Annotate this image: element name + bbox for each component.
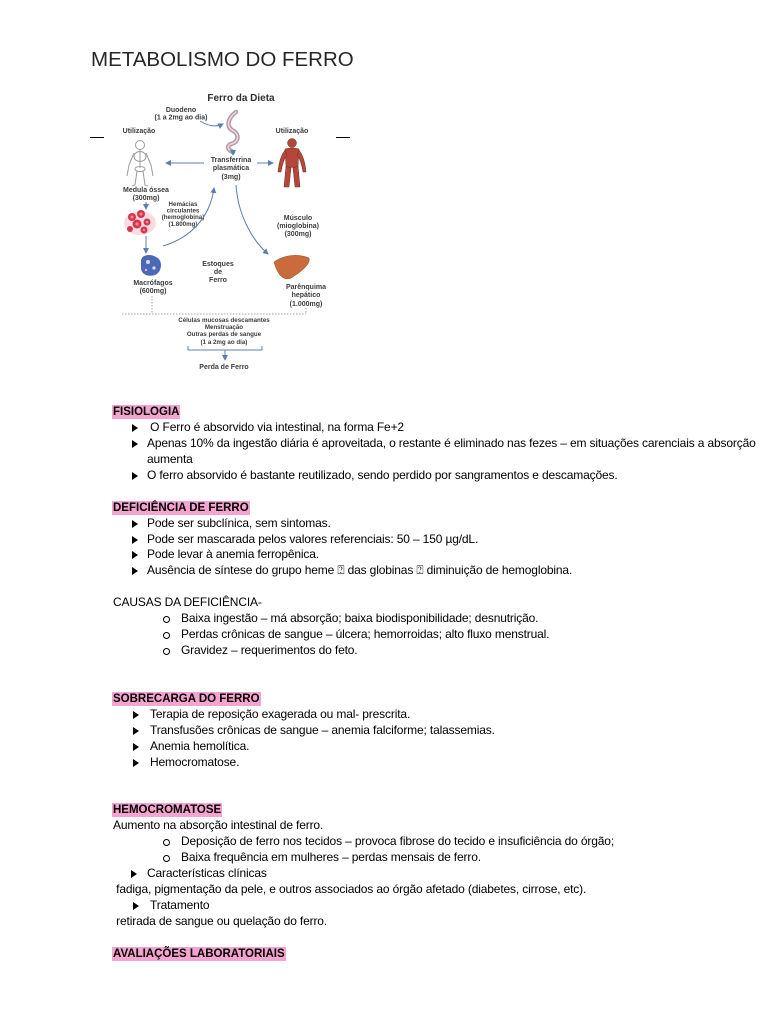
label-musculo-line2: (mioglobina): [277, 223, 319, 230]
list-item: [0, 611, 768, 627]
arrow-bullet-icon: [133, 711, 139, 719]
section-sobrecarga: [0, 691, 768, 707]
loss-bracket: [188, 346, 262, 350]
list-item-text: O Ferro é absorvido via intestinal, na forma Fe+2: [147, 419, 404, 434]
list-item-text: Perdas crônicas de sangue – úlcera; hemorroidas; alto fluxo menstrual.: [181, 627, 550, 642]
label-perda-de-ferro: Perda de Ferro: [199, 364, 249, 371]
section-hemocromatose: [0, 802, 768, 818]
section-heading: SOBRECARGA DO FERRO: [113, 692, 260, 705]
list-item-text: Ausência de síntese do grupo heme ⍰ das globinas ⍰ diminuição de hemoglobina.: [147, 563, 573, 578]
list-item-text: Transfusões crônicas de sangue – anemia falciforme; talassemias.: [150, 722, 495, 737]
label-macrofagos-amount: (600mg): [139, 288, 167, 295]
duodenum-icon: [228, 112, 237, 152]
arrow-transferrina-to-figado: [236, 185, 268, 254]
label-figado-line2: hepático: [291, 292, 321, 299]
label-estoques-line3: Ferro: [209, 277, 227, 284]
list-item: [0, 643, 768, 659]
arrow-bullet-icon: [132, 424, 138, 432]
list-item-text: Tratamento: [150, 898, 210, 913]
loss-connector-lines: [122, 296, 306, 314]
label-transferrina: Transferrina: [210, 157, 252, 164]
label-utilizacao-right: Utilização: [275, 128, 309, 135]
label-duodeno: Duodeno: [165, 107, 197, 114]
arrow-bullet-icon: [132, 536, 138, 544]
liver-icon: [274, 255, 309, 278]
arrow-bullet-icon: [133, 743, 139, 751]
arrow-bullet-icon: [133, 902, 139, 910]
section-heading: AVALIAÇÕES LABORATORIAIS: [113, 947, 285, 960]
list-item-text: Características clínicas: [147, 866, 267, 881]
list-item-text: Terapia de reposição exagerada ou mal- prescrita.: [150, 706, 411, 721]
arrow-bullet-icon: [132, 472, 138, 480]
section-avaliacoes: [0, 946, 768, 962]
section-heading: FISIOLOGIA: [113, 406, 180, 418]
list-item: [0, 468, 768, 484]
list-item-text: Pode levar à anemia ferropênica.: [147, 547, 319, 562]
circle-bullet-icon: [163, 839, 170, 846]
label-transferrina-line2: plasmática: [212, 165, 250, 172]
arrow-bullet-icon: [132, 520, 138, 528]
arrow-bullet-icon: [132, 567, 138, 575]
section-fisiologia: [0, 404, 768, 420]
red-blood-cells-icon: [124, 210, 156, 235]
list-item: [0, 420, 768, 436]
list-item: [0, 627, 768, 643]
list-item-text: O ferro absorvido é bastante reutilizado, sendo perdido por sangramentos e descamações.: [147, 467, 618, 482]
circle-bullet-icon: [163, 648, 170, 655]
label-hemacias-line3: (hemoglobina): [161, 214, 205, 221]
notes-body: [0, 404, 768, 962]
list-item: [0, 436, 768, 468]
arrow-duodeno: [200, 121, 223, 126]
label-estoques-line2: de: [213, 269, 223, 276]
label-perdas-line3: Outras perdas de sangue: [186, 331, 262, 338]
label-medula-amount: (300mg): [132, 195, 160, 202]
label-figado-amount: (1.000mg): [289, 301, 323, 308]
label-duodeno-amount: (1 a 2mg ao dia): [154, 114, 208, 122]
circle-bullet-icon: [163, 855, 170, 862]
paragraph-text: Aumento na absorção intestinal de ferro.: [113, 818, 324, 833]
section-deficiencia: [0, 500, 768, 516]
paragraph-text: retirada de sangue ou quelação do ferro.: [113, 914, 328, 928]
list-item-text: Anemia hemolítica.: [150, 738, 250, 753]
label-musculo-amount: (300mg): [284, 231, 312, 238]
label-utilizacao-left: Utilização: [122, 128, 156, 135]
label-perdas-line1: Células mucosas descamantes: [178, 317, 270, 324]
label-figado: Parênquima: [285, 284, 327, 291]
arrow-bullet-icon: [132, 440, 138, 448]
list-item: [0, 547, 768, 563]
label-perdas-line2: Menstruação: [204, 324, 244, 331]
list-item: [0, 707, 768, 723]
arrow-bullet-icon: [131, 870, 137, 878]
page-title: METABOLISMO DO FERRO: [91, 48, 354, 71]
label-hemacias-line2: circulantes: [166, 207, 200, 215]
section-heading: DEFICIÊNCIA DE FERRO: [113, 501, 249, 514]
list-item: [0, 532, 768, 548]
list-item: [0, 516, 768, 532]
list-item: [0, 898, 768, 914]
label-macrofagos: Macrófagos: [133, 280, 173, 287]
section-causas-heading: CAUSAS DA DEFICIÊNCIA-: [113, 595, 262, 610]
list-item: [0, 755, 768, 771]
list-item: [0, 723, 768, 739]
label-hemacias: Hemácias: [168, 201, 198, 208]
macrophage-icon: [141, 255, 161, 276]
iron-cycle-diagram: [85, 82, 355, 377]
list-item: [0, 739, 768, 755]
skeleton-icon: [127, 141, 153, 187]
list-item-text: Baixa frequência em mulheres – perdas mensais de ferro.: [181, 850, 481, 865]
muscle-figure-icon: [278, 139, 306, 188]
list-item-text: Deposição de ferro nos tecidos – provoca fibrose do tecido e insuficiência do órgão;: [181, 834, 615, 849]
list-item-text: Gravidez – requerimentos do feto.: [181, 643, 358, 658]
label-transferrina-amount: (3mg): [221, 174, 241, 181]
list-item: [0, 866, 768, 882]
diagram-title: Ferro da Dieta: [207, 93, 275, 104]
list-item-text: Pode ser mascarada pelos valores referenciais: 50 – 150 µg/dL.: [147, 531, 479, 546]
circle-bullet-icon: [163, 616, 170, 623]
list-item-text: Hemocromatose.: [150, 754, 240, 769]
list-item: [0, 850, 768, 866]
label-medula: Medula óssea: [123, 187, 169, 194]
circle-bullet-icon: [163, 632, 170, 639]
list-item-text: Pode ser subclínica, sem sintomas.: [147, 515, 331, 530]
arrow-bullet-icon: [133, 727, 139, 735]
section-heading: HEMOCROMATOSE: [113, 804, 222, 817]
list-item: [0, 834, 768, 850]
label-perdas-amount: (1 a 2mg ao dia): [200, 339, 248, 346]
arrow-bullet-icon: [132, 551, 138, 559]
label-estoques: Estoques: [202, 261, 234, 268]
list-item-text: Baixa ingestão – má absorção; baixa biodisponibilidade; desnutrição.: [181, 611, 539, 626]
list-item: [0, 563, 768, 579]
label-hemacias-amount: (1.800mg): [168, 221, 198, 228]
paragraph-text: fadiga, pigmentação da pele, e outros associados ao órgão afetado (diabetes, cirrose, etc).: [113, 882, 587, 897]
label-musculo: Músculo: [283, 215, 313, 222]
arrow-bullet-icon: [133, 759, 139, 767]
list-item-text: Apenas 10% da ingestão diária é aproveitada, o restante é eliminado nas fezes – em situações carenciais a absorção aumenta: [147, 435, 756, 466]
